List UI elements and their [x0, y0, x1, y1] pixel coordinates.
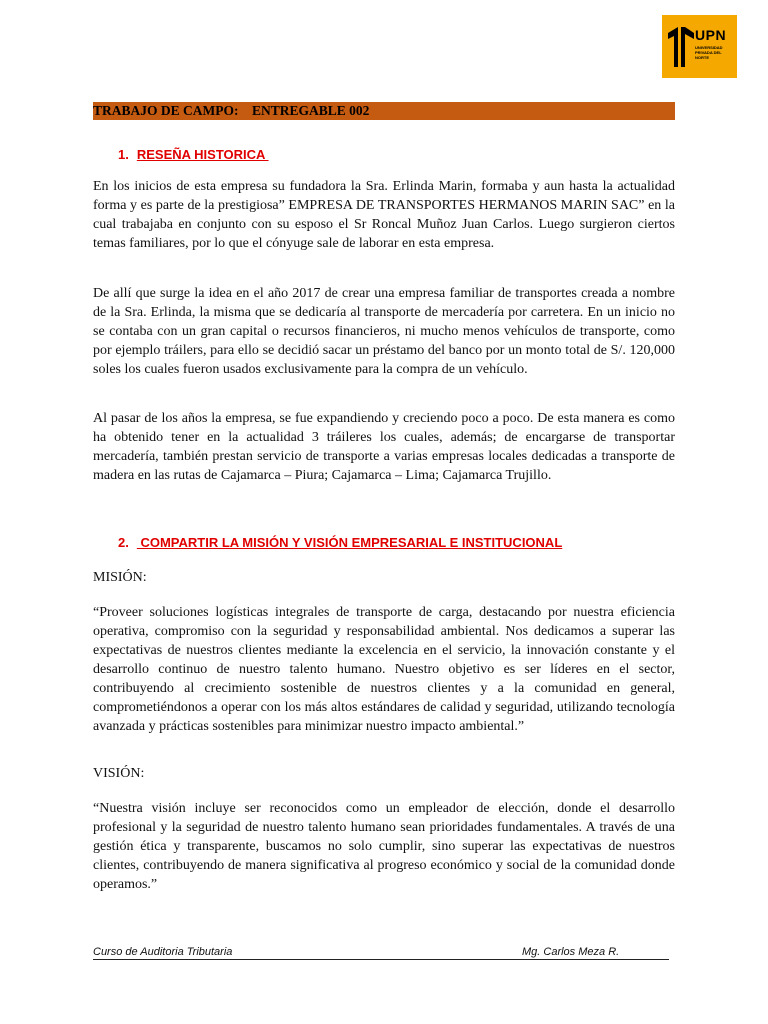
title-banner: TRABAJO DE CAMPO: ENTREGABLE 002	[93, 102, 675, 120]
section-heading-1	[118, 147, 269, 162]
section-title: RESEÑA HISTORICA	[136, 147, 269, 162]
section-title: COMPARTIR LA MISIÓN Y VISIÓN EMPRESARIAL E INSTITUCIONAL	[136, 535, 563, 550]
paragraph-history-2: De allí que surge la idea en el año 2017 de crear una empresa familiar de transportes creada a nombre de la Sra. Erlinda, la misma que se dedicaría al transporte de mercadería por carretera. En un inicio no se contaba con un gran capital o recursos financieros, ni mucho menos vehículos de transporte, como por ejemplo tráilers, para ello se decidió sacar un préstamo del banco por un monto total de S/. 120,000 soles los cuales fueron usados exclusivamente para la compra de un vehículo.	[93, 286, 675, 377]
footer-course: Curso de Auditoria Tributaria	[93, 946, 233, 958]
vision-label: VISIÓN:	[93, 766, 145, 781]
logo-text: UPN	[695, 27, 727, 43]
paragraph-history-1: En los inicios de esta empresa su fundadora la Sra. Erlinda Marin, formaba y aun hasta la actualidad forma y es parte de la prestigiosa” EMPRESA DE TRANSPORTES HERMANOS MARIN SAC” en la cual trabajaba en conjunto con su esposo el Sr Roncal Muñoz Juan Carlos. Luego surgieron ciertos temas familiares, por lo que el cónyuge sale de laborar en esta empresa.	[93, 179, 675, 251]
section-number: 2.	[118, 535, 129, 550]
mision-label: MISIÓN:	[93, 570, 147, 585]
footer-divider	[93, 959, 669, 960]
vision-text: “Nuestra visión incluye ser reconocidos como un empleador de elección, donde el desarrollo profesional y la seguridad de nuestro talento humano sean prioridades fundamentales. A través de una gestión ética y transparente, buscamos no solo cumplir, sino superar las expectativas de nuestros clientes, contribuyendo de manera significativa al progreso económico y social de la comunidad donde operamos.”	[93, 801, 675, 892]
section-number: 1.	[118, 147, 129, 162]
upn-logo-icon	[668, 27, 694, 67]
logo-subtitle: UNIVERSIDAD PRIVADA DEL NORTE	[695, 45, 723, 60]
mision-text: “Proveer soluciones logísticas integrales de transporte de carga, destacando por nuestra eficiencia operativa, compromiso con la seguridad y responsabilidad ambiental. Nos dedicamos a superar las expectativas de nuestros clientes mediante la excelencia en el servicio, la innovación constante y el desarrollo continuo de nuestro talento humano. Nuestro objetivo es ser líderes en el sector, contribuyendo al crecimiento sostenible de nuestros clientes y a la comunidad en general, comprometiéndonos a operar con los más altos estándares de calidad y seguridad, utilizando tecnología avanzada y prácticas sostenibles para minimizar nuestro impacto ambiental.”	[93, 605, 675, 734]
paragraph-history-3: Al pasar de los años la empresa, se fue expandiendo y creciendo poco a poco. De esta manera es como ha obtenido tener en la actualidad 3 tráileres los cuales, además; de encargarse de transportar mercadería, también prestan servicio de transporte a varias empresas locales dedicadas a transporte de madera en las rutas de Cajamarca – Piura; Cajamarca – Lima; Cajamarca Trujillo.	[93, 411, 675, 483]
upn-logo	[662, 15, 737, 78]
section-heading-2	[118, 535, 562, 550]
footer-author: Mg. Carlos Meza R.	[522, 946, 620, 958]
